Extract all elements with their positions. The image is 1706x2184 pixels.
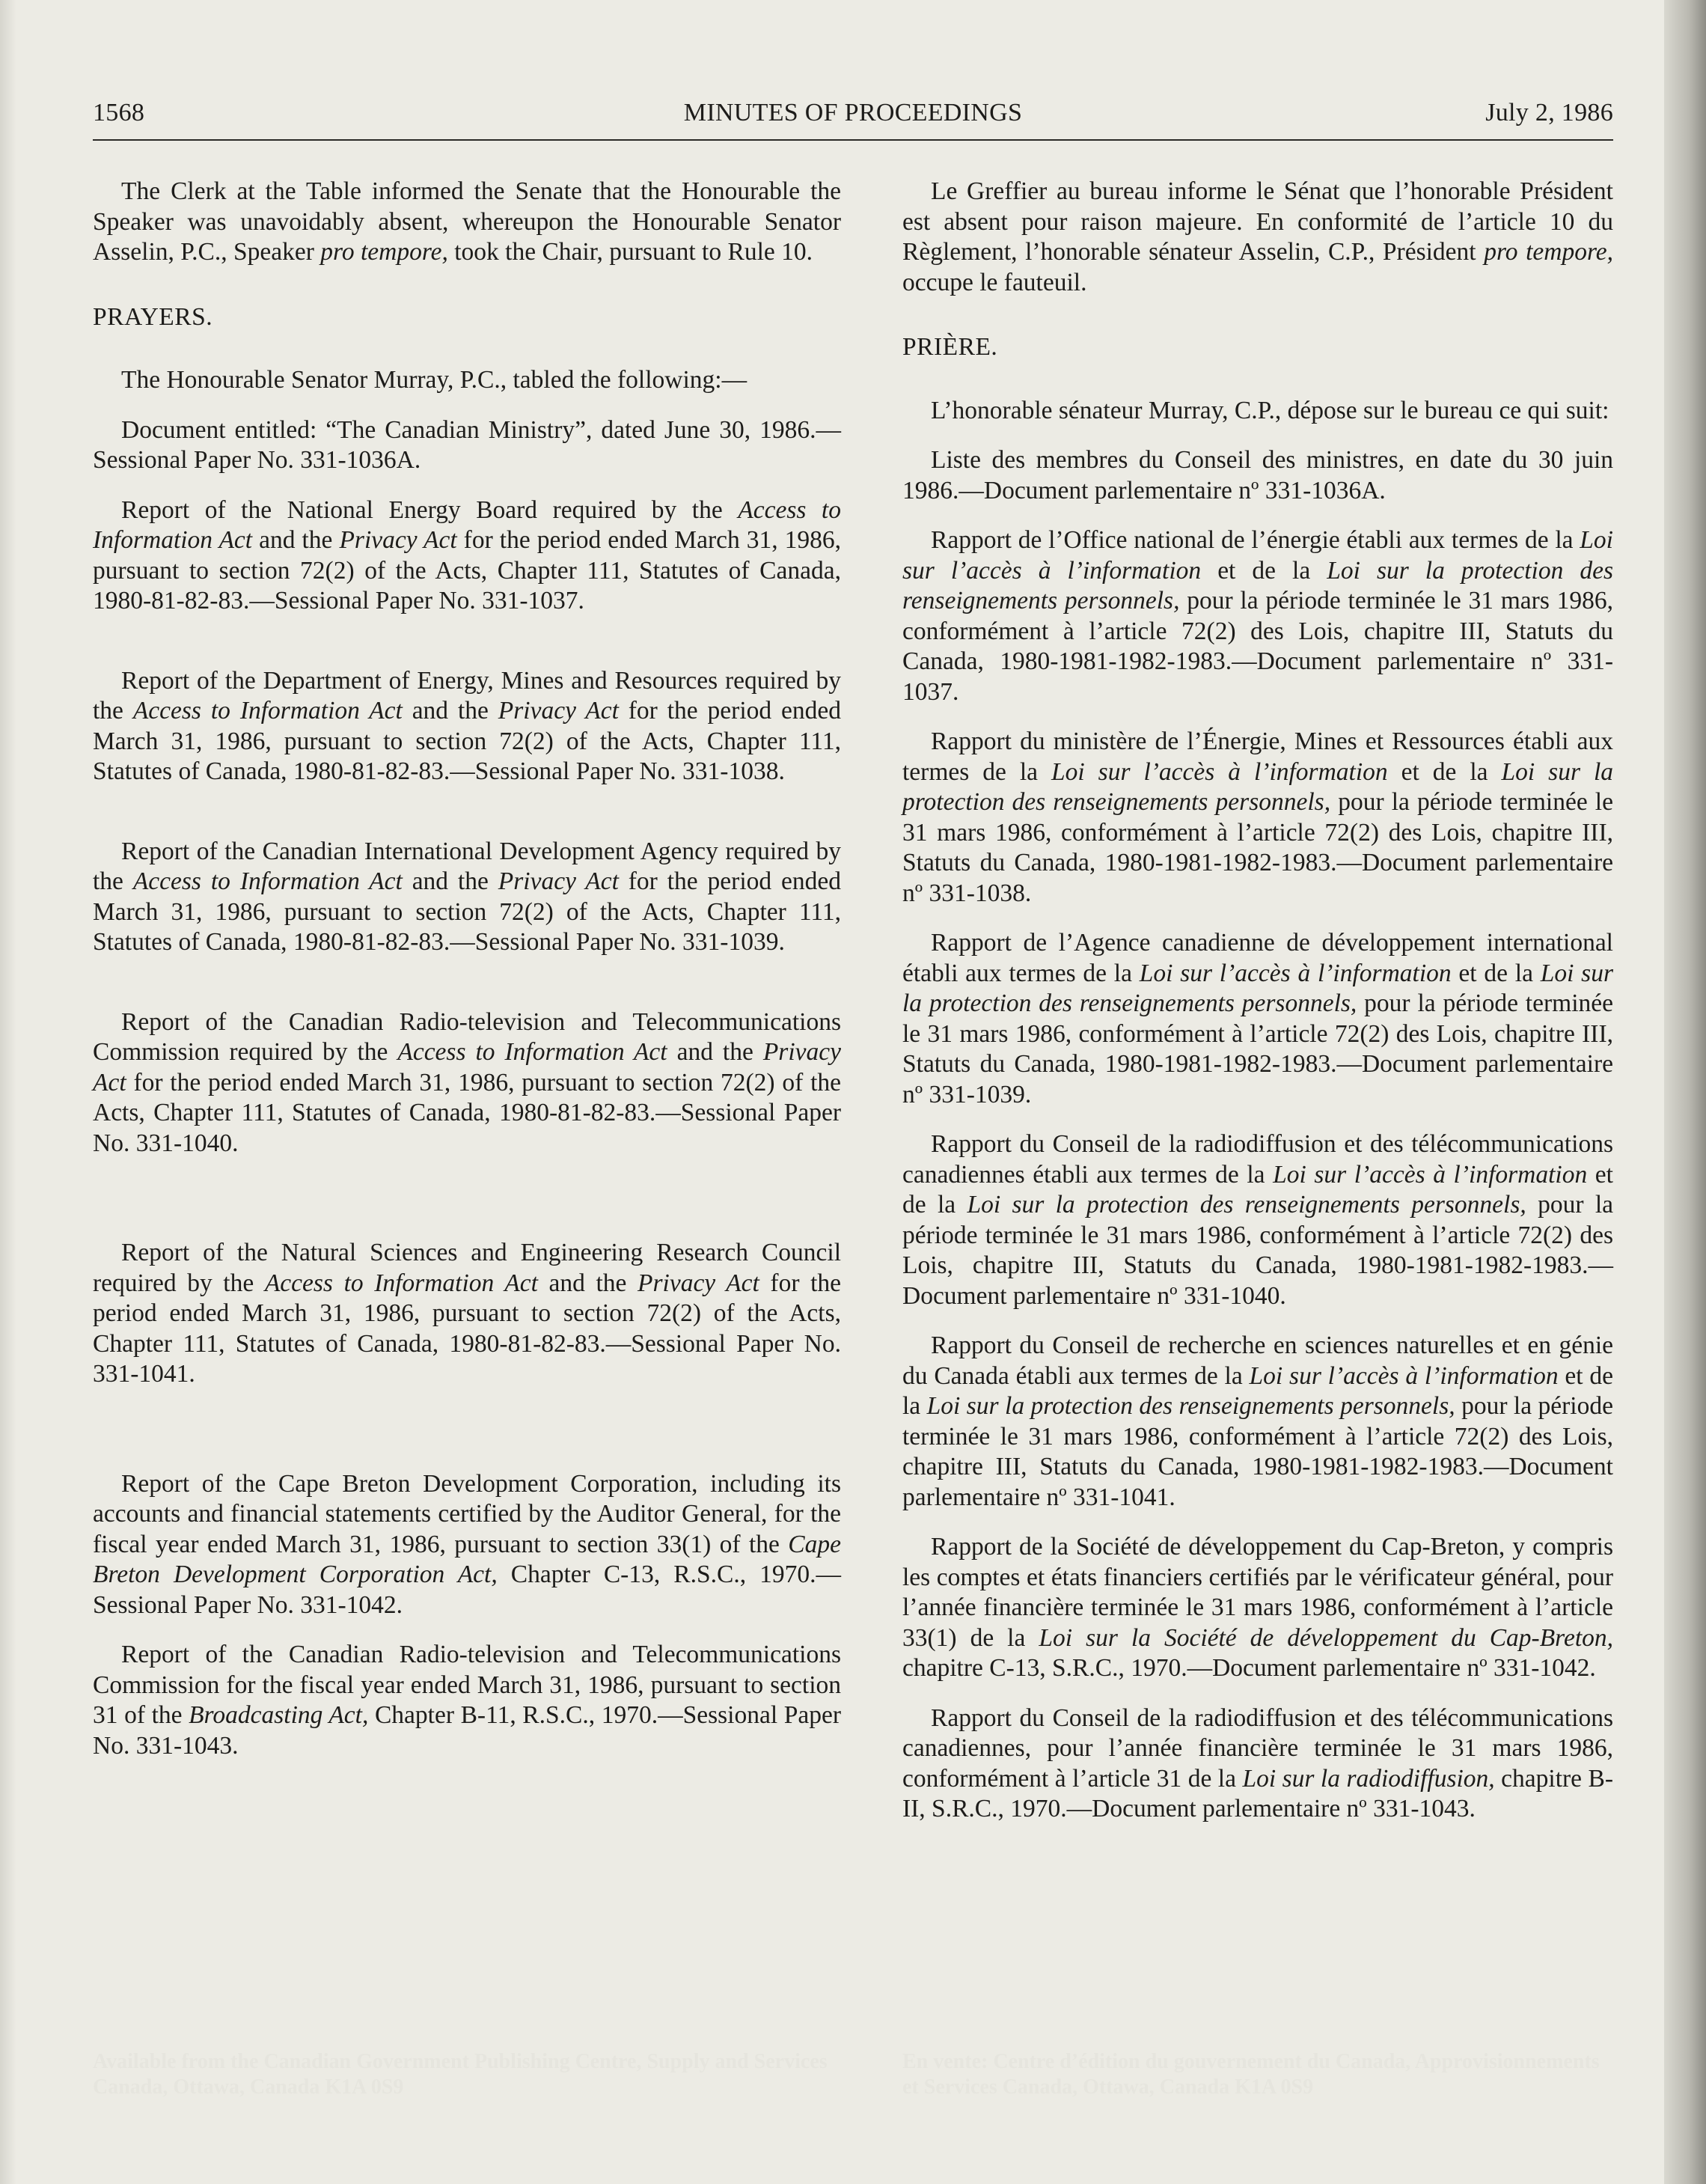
fr-paragraph-nserc: Rapport du Conseil de recherche en sciences naturelles et en génie du Canada établi aux termes de la Loi sur l’accès à l’information et de la Loi sur la protection des renseignements personnels, pour la période terminée le 31 mars 1986, conformément à l’article 72(2) des Lois, chapitre III, Statuts du Canada, 1980-1981-1982-1983.—Document parlementaire nº 331-1041. [902, 1332, 1614, 1511]
en-paragraph-neb: Report of the National Energy Board required by the Access to Information Act and the Privacy Act for the period ended March 31, 1986, pursuant to section 72(2) of the Acts, Chapter 111, Statutes of Canada, 1980-81-82-83.—Sessional Paper No. 331-1037. [93, 495, 842, 614]
fr-paragraph-crtc-fiscal: Rapport du Conseil de la radiodiffusion et des télécommunications canadiennes, pour l’année financière terminée le 31 mars 1986, conformément à l’article 31 de la Loi sur la radiodiffusion, chapitre B-II, S.R.C., 1970.—Document parlementaire nº 331-1043. [902, 1703, 1613, 1822]
en-paragraph-speaker: The Clerk at the Table informed the Senate that the Honourable the Speaker was unavoidably absent, whereupon the Honourable Senator Asselin, P.C., Speaker pro tempore, took the Chair, pursuant to Rule 10. [93, 177, 841, 266]
footer-french: En vente: Centre d’édition du gouvernement du Canada, Approvisionnements et Services Canada, Ottawa, Canada K1A 0S9 [902, 2050, 1600, 2099]
fr-paragraph-cape-breton: Rapport de la Société de développement du Cap-Breton, y compris les comptes et états financiers certifiés par le vérificateur général, pour l’année financière terminée le 31 mars 1986, conformément à l’article 33(1) de la Loi sur la Société de développement du Cap-Breton, chapitre C-13, S.R.C., 1970.—Document parlementaire nº 331-1042. [902, 1533, 1614, 1682]
header-rule [93, 139, 1613, 141]
fr-paragraph-emr: Rapport du ministère de l’Énergie, Mines et Ressources établi aux termes de la Loi sur l’accès à l’information et de la Loi sur la protection des renseignements personnels, pour la période terminée le 31 mars 1986, conformément à l’article 72(2) des Lois, chapitre III, Statuts du Canada, 1980-1981-1982-1983.—Document parlementaire nº 331-1038. [902, 728, 1613, 907]
en-paragraph-crtc: Report of the Canadian Radio-television and Telecommunications Commission required by the Access to Information Act and the Privacy Act for the period ended March 31, 1986, pursuant to section 72(2) of the Acts, Chapter 111, Statutes of Canada, 1980-81-82-83.—Sessional Paper No. 331-1040. [93, 1007, 841, 1157]
fr-paragraph-neb: Rapport de l’Office national de l’énergie établi aux termes de la Loi sur l’accès à l’information et de la Loi sur la protection des renseignements personnels, pour la période terminée le 31 mars 1986, conformément à l’article 72(2) des Lois, chapitre III, Statuts du Canada, 1980-1981-1982-1983.—Document parlementaire nº 331-1037. [902, 526, 1613, 706]
en-prayers-heading: PRAYERS. [93, 302, 213, 331]
page-number: 1568 [93, 99, 145, 126]
fr-prayers-heading: PRIÈRE. [902, 333, 998, 361]
page-date: July 2, 1986 [1485, 99, 1613, 126]
fr-paragraph-cida: Rapport de l’Agence canadienne de développement international établi aux termes de la Loi sur l’accès à l’information et de la Loi sur la protection des renseignements personnels, pour la période terminée le 31 mars 1986, conformément à l’article 72(2) des Lois, chapitre III, Statuts du Canada, 1980-1981-1982-1983.—Document parlementaire nº 331-1039. [902, 929, 1614, 1108]
en-paragraph-emr: Report of the Department of Energy, Mines and Resources required by the Access to Information Act and the Privacy Act for the period ended March 31, 1986, pursuant to section 72(2) of the Acts, Chapter 111, Statutes of Canada, 1980-81-82-83.—Sessional Paper No. 331-1038. [93, 666, 842, 785]
page-header [93, 99, 1613, 144]
fr-paragraph-tabled: L’honorable sénateur Murray, C.P., dépose sur le bureau ce qui suit: [931, 396, 1609, 424]
fr-paragraph-ministry: Liste des membres du Conseil des ministres, en date du 30 juin 1986.—Document parlementaire nº 331-1036A. [902, 446, 1613, 504]
page-shadow-left [0, 0, 16, 2184]
en-paragraph-cape-breton: Report of the Cape Breton Development Corporation, including its accounts and financial statements certified by the Auditor General, for the fiscal year ended March 31, 1986, pursuant to section 33(1) of the Cape Breton Development Corporation Act, Chapter C-13, R.S.C., 1970.—Sessional Paper No. 331-1042. [93, 1469, 841, 1619]
en-paragraph-ministry: Document entitled: “The Canadian Ministry”, dated June 30, 1986.—Sessional Paper No. 331-1036A. [93, 415, 841, 474]
en-paragraph-cida: Report of the Canadian International Development Agency required by the Access to Information Act and the Privacy Act for the period ended March 31, 1986, pursuant to section 72(2) of the Acts, Chapter 111, Statutes of Canada, 1980-81-82-83.—Sessional Paper No. 331-1039. [93, 837, 842, 956]
en-paragraph-crtc-fiscal: Report of the Canadian Radio-television and Telecommunications Commission for the fiscal year ended March 31, 1986, pursuant to section 31 of the Broadcasting Act, Chapter B-11, R.S.C., 1970.—Sessional Paper No. 331-1043. [93, 1641, 841, 1760]
en-paragraph-nserc: Report of the Natural Sciences and Engineering Research Council required by the Access to Information Act and the Privacy Act for the period ended March 31, 1986, pursuant to section 72(2) of the Acts, Chapter 111, Statutes of Canada, 1980-81-82-83.—Sessional Paper No. 331-1041. [93, 1239, 841, 1388]
english-column [93, 177, 841, 1761]
en-paragraph-tabled: The Honourable Senator Murray, P.C., tabled the following:— [121, 366, 747, 394]
page-title: MINUTES OF PROCEEDINGS [683, 99, 1023, 126]
fr-paragraph-speaker: Le Greffier au bureau informe le Sénat que l’honorable Président est absent pour raison majeure. En conformité de l’article 10 du Règlement, l’honorable sénateur Asselin, C.P., Président pro tempore, occupe le fauteuil. [902, 177, 1614, 296]
fr-paragraph-crtc: Rapport du Conseil de la radiodiffusion et des télécommunications canadiennes établi aux termes de la Loi sur l’accès à l’information et de la Loi sur la protection des renseignements personnels, pour la période terminée le 31 mars 1986, conformément à l’article 72(2) des Lois, chapitre III, Statuts du Canada, 1980-1981-1982-1983.—Document parlementaire nº 331-1040. [902, 1130, 1613, 1310]
french-column [902, 177, 1613, 1825]
footer-english: Available from the Canadian Government Publishing Centre, Supply and Services Canada, Ottawa, Canada K1A 0S9 [93, 2050, 828, 2099]
page-binding-edge [1664, 0, 1706, 2184]
show-through-footer [93, 2049, 1613, 2109]
